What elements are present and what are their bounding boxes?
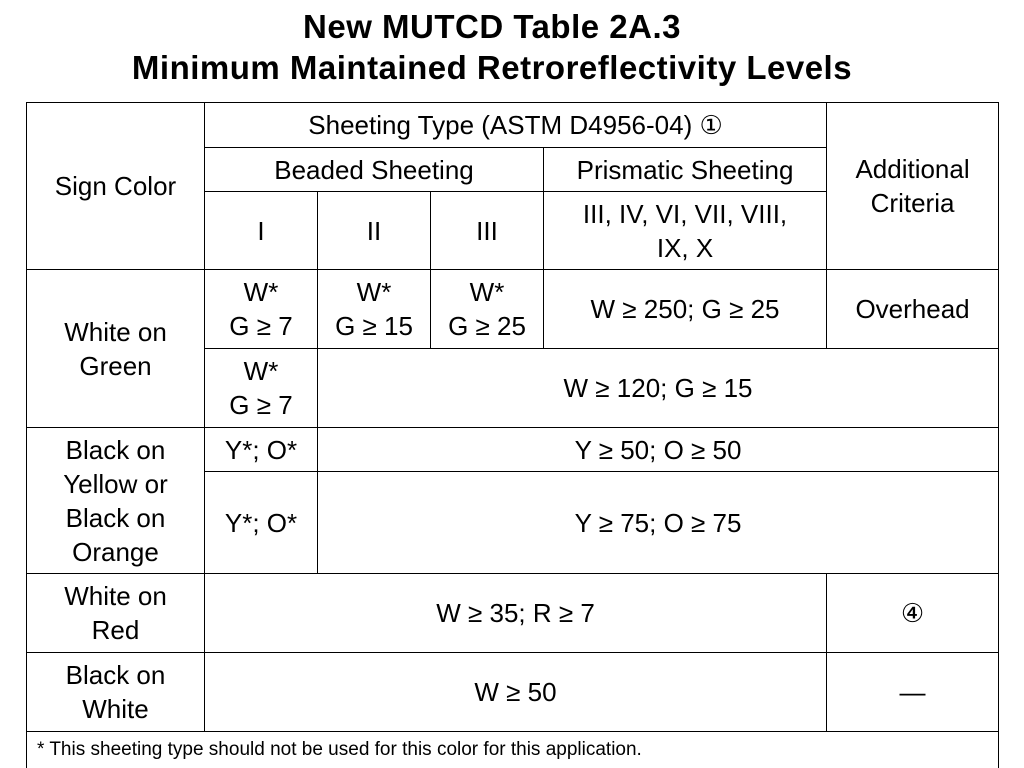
table-row xyxy=(27,653,999,732)
footnote: * This sheeting type should not be used for this color for this application. xyxy=(27,732,999,768)
sign-color-header: Sign Color xyxy=(27,103,205,270)
cell-bow-criteria: — xyxy=(827,653,999,732)
sign-color-black-on-white: Black on White xyxy=(27,653,205,732)
footnote-row xyxy=(27,732,999,768)
cell-wor-value: W ≥ 35; R ≥ 7 xyxy=(205,574,827,653)
prismatic-sheeting-header: Prismatic Sheeting xyxy=(544,148,827,192)
cell-wog-overhead-prismatic: W ≥ 250; G ≥ 25 xyxy=(544,270,827,349)
col-i-header: I xyxy=(205,192,318,270)
cell-wor-criteria: ④ xyxy=(827,574,999,653)
title-line-1: New MUTCD Table 2A.3 xyxy=(303,8,681,45)
cell-wog-overhead-ii: W* G ≥ 15 xyxy=(318,270,431,349)
sheeting-type-header: Sheeting Type (ASTM D4956-04) ① xyxy=(205,103,827,148)
cell-boy-row1-rest: Y ≥ 50; O ≥ 50 xyxy=(318,428,999,472)
sign-color-black-on-yellow-orange: Black on Yellow or Black on Orange xyxy=(27,428,205,574)
additional-criteria-header: Additional Criteria xyxy=(827,103,999,270)
cell-wog-overhead-i: W* G ≥ 7 xyxy=(205,270,318,349)
cell-bow-value: W ≥ 50 xyxy=(205,653,827,732)
sign-color-white-on-red: White on Red xyxy=(27,574,205,653)
col-iii-header: III xyxy=(431,192,544,270)
cell-boy-row2-rest: Y ≥ 75; O ≥ 75 xyxy=(318,472,999,574)
cell-wog-overhead-criteria: Overhead xyxy=(827,270,999,349)
cell-boy-row1-i: Y*; O* xyxy=(205,428,318,472)
col-prismatic-header: III, IV, VI, VII, VIII, IX, X xyxy=(544,192,827,270)
retroreflectivity-table xyxy=(26,102,999,768)
beaded-sheeting-header: Beaded Sheeting xyxy=(205,148,544,192)
cell-wog-ground-rest: W ≥ 120; G ≥ 15 xyxy=(318,349,999,428)
cell-wog-overhead-iii: W* G ≥ 25 xyxy=(431,270,544,349)
table-row xyxy=(27,574,999,653)
cell-wog-ground-i: W* G ≥ 7 xyxy=(205,349,318,428)
sign-color-white-on-green: White on Green xyxy=(27,270,205,428)
header-row-1 xyxy=(27,103,999,148)
table-row xyxy=(27,270,999,349)
cell-boy-row2-i: Y*; O* xyxy=(205,472,318,574)
table-row xyxy=(27,428,999,472)
col-ii-header: II xyxy=(318,192,431,270)
table-title xyxy=(0,6,984,88)
title-line-2: Minimum Maintained Retroreflectivity Levels xyxy=(131,49,853,86)
